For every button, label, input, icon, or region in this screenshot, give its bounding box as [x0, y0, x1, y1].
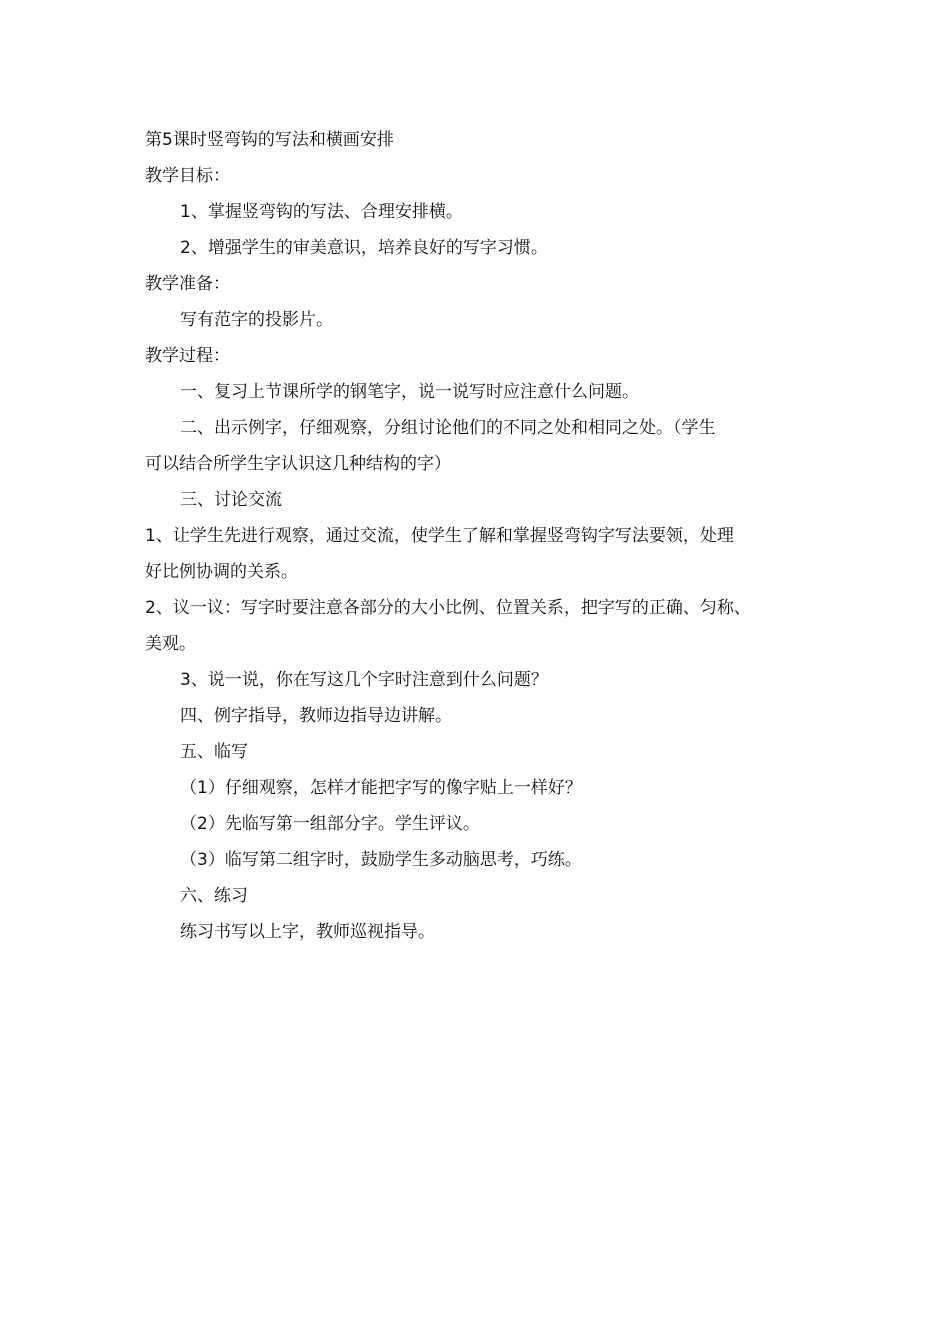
process-step-4: 四、例字指导，教师边指导边讲解。 — [180, 706, 452, 726]
step-3-item-1-line-1: 1、让学生先进行观察，通过交流，使学生了解和掌握竖弯钩字写法要领，处理 — [145, 526, 734, 546]
step-3-item-2-line-2: 美观。 — [145, 634, 196, 654]
preparation-text: 写有范字的投影片。 — [180, 310, 333, 330]
preparation-heading: 教学准备： — [145, 274, 230, 294]
document-title: 第5课时竖弯钩的写法和横画安排 — [145, 130, 394, 150]
step-5-item: （3）临写第二组字时，鼓励学生多动脑思考，巧练。 — [180, 850, 582, 870]
step-3-item-2-line-1: 2、议一议：写字时要注意各部分的大小比例、位置关系，把字写的正确、匀称、 — [145, 598, 751, 618]
objectives-heading: 教学目标： — [145, 166, 230, 186]
process-step-3: 三、讨论交流 — [180, 490, 282, 510]
process-step-2-line-2: 可以结合所学生字认识这几种结构的字） — [145, 454, 451, 474]
process-step-5: 五、临写 — [180, 742, 248, 762]
step-6-text: 练习书写以上字，教师巡视指导。 — [180, 922, 435, 942]
process-step-2-line-1: 二、出示例字，仔细观察，分组讨论他们的不同之处和相同之处。（学生 — [180, 418, 716, 438]
objective-item: 2、增强学生的审美意识，培养良好的写字习惯。 — [180, 238, 548, 258]
objective-item: 1、掌握竖弯钩的写法、合理安排横。 — [180, 202, 463, 222]
step-5-item: （2）先临写第一组部分字。学生评议。 — [180, 814, 480, 834]
process-heading: 教学过程： — [145, 346, 230, 366]
process-step-1: 一、复习上节课所学的钢笔字，说一说写时应注意什么问题。 — [180, 382, 639, 402]
process-step-6: 六、练习 — [180, 886, 248, 906]
step-3-item-3: 3、说一说，你在写这几个字时注意到什么问题？ — [180, 670, 548, 690]
document-body — [145, 122, 825, 950]
step-5-item: （1）仔细观察，怎样才能把字写的像字贴上一样好？ — [180, 778, 582, 798]
step-3-item-1-line-2: 好比例协调的关系。 — [145, 562, 298, 582]
